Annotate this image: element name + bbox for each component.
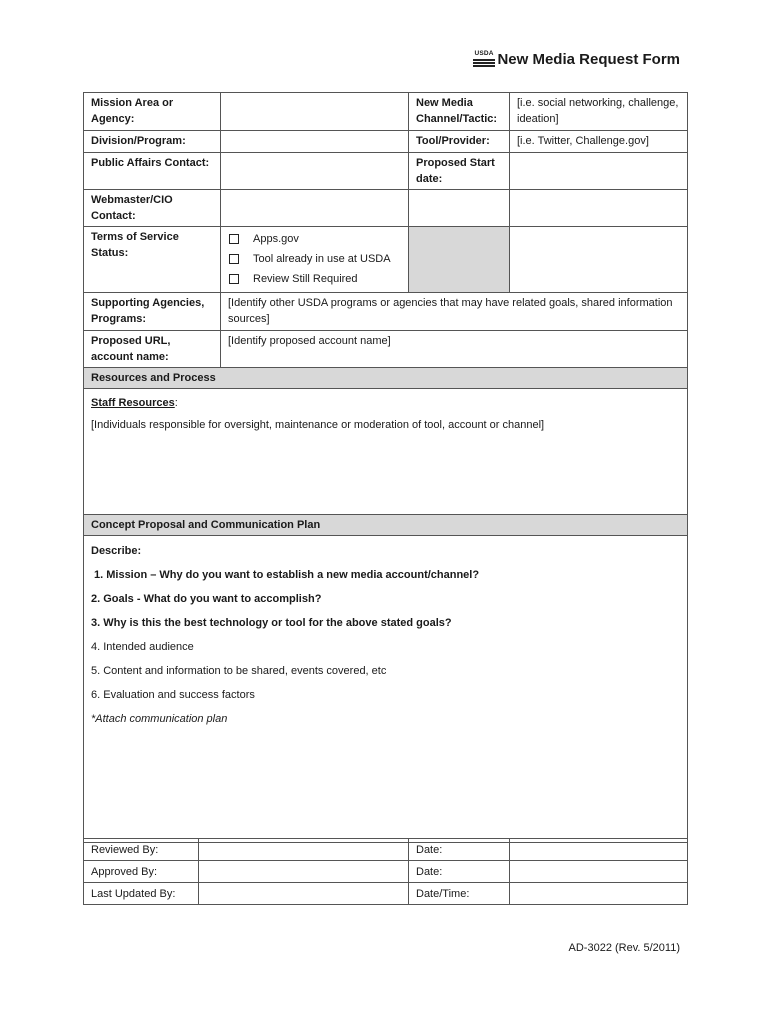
staff-resources-instructions: [Individuals responsible for oversight, maintenance or moderation of tool, account or channel] <box>91 419 545 431</box>
staff-resources-heading: Staff Resources: <box>91 397 178 409</box>
supporting-agencies-field[interactable]: [Identify other USDA programs or agencies that may have related goals, shared information sources] <box>221 293 688 331</box>
tool-provider-label: Tool/Provider: <box>409 131 510 153</box>
describe-label: Describe: <box>91 545 142 557</box>
usda-logo-text: USDA <box>474 50 494 57</box>
staff-resources-label: Staff Resources <box>91 397 175 409</box>
terms-of-service-label: Terms of Service Status: <box>84 227 221 293</box>
proposed-url-field[interactable]: [Identify proposed account name] <box>221 331 688 368</box>
resources-section-heading: Resources and Process <box>84 368 688 389</box>
checkbox[interactable] <box>229 254 239 264</box>
proposed-start-date-label: Proposed Start date: <box>409 153 510 190</box>
new-media-channel-field[interactable]: [i.e. social networking, challenge, ideation] <box>510 93 688 131</box>
terms-of-service-options <box>221 227 409 293</box>
form-title: New Media Request Form <box>497 51 680 68</box>
last-updated-by-field[interactable] <box>199 883 409 905</box>
approved-by-label: Approved By: <box>84 861 199 883</box>
question-audience: 4. Intended audience <box>91 641 194 653</box>
review-date-field[interactable] <box>510 839 688 861</box>
shaded-cell <box>409 227 510 293</box>
new-media-channel-label: New Media Channel/Tactic: <box>409 93 510 131</box>
signoff-table <box>83 838 688 905</box>
checkbox[interactable] <box>229 234 239 244</box>
concept-section-heading: Concept Proposal and Communication Plan <box>84 515 688 536</box>
tos-option-label: Tool already in use at USDA <box>253 253 391 265</box>
division-program-field[interactable] <box>221 131 409 153</box>
form-header <box>473 50 680 68</box>
empty-cell <box>510 227 688 293</box>
tool-provider-field[interactable]: [i.e. Twitter, Challenge.gov] <box>510 131 688 153</box>
public-affairs-contact-field[interactable] <box>221 153 409 190</box>
question-goals: 2. Goals - What do you want to accomplish? <box>91 593 322 605</box>
mission-area-field[interactable] <box>221 93 409 131</box>
supporting-agencies-label: Supporting Agencies, Programs: <box>84 293 221 331</box>
request-form-table <box>83 92 688 843</box>
webmaster-cio-contact-field[interactable] <box>221 190 409 227</box>
approval-date-label: Date: <box>409 861 510 883</box>
form-number: AD-3022 (Rev. 5/2011) <box>568 942 680 954</box>
checkbox[interactable] <box>229 274 239 284</box>
proposed-start-date-field[interactable] <box>510 153 688 190</box>
question-evaluation: 6. Evaluation and success factors <box>91 689 255 701</box>
mission-area-label: Mission Area or Agency: <box>84 93 221 131</box>
update-datetime-field[interactable] <box>510 883 688 905</box>
proposed-url-label: Proposed URL, account name: <box>84 331 221 368</box>
tos-option-apps-gov[interactable] <box>228 229 401 249</box>
concept-proposal-field[interactable] <box>84 536 688 843</box>
update-datetime-label: Date/Time: <box>409 883 510 905</box>
approval-date-field[interactable] <box>510 861 688 883</box>
question-mission: 1. Mission – Why do you want to establish a new media account/channel? <box>94 569 480 581</box>
usda-logo <box>473 50 495 68</box>
webmaster-cio-contact-label: Webmaster/CIO Contact: <box>84 190 221 227</box>
reviewed-by-label: Reviewed By: <box>84 839 199 861</box>
tos-option-in-use[interactable] <box>228 249 401 269</box>
tos-option-label: Apps.gov <box>253 233 299 245</box>
division-program-label: Division/Program: <box>84 131 221 153</box>
question-content: 5. Content and information to be shared, events covered, etc <box>91 665 387 677</box>
tos-option-label: Review Still Required <box>253 273 358 285</box>
tos-option-review-required[interactable] <box>228 269 401 289</box>
review-date-label: Date: <box>409 839 510 861</box>
staff-resources-field[interactable] <box>84 389 688 515</box>
empty-cell <box>510 190 688 227</box>
empty-cell <box>409 190 510 227</box>
last-updated-by-label: Last Updated By: <box>84 883 199 905</box>
attach-plan-note: *Attach communication plan <box>91 713 228 725</box>
public-affairs-contact-label: Public Affairs Contact: <box>84 153 221 190</box>
reviewed-by-field[interactable] <box>199 839 409 861</box>
approved-by-field[interactable] <box>199 861 409 883</box>
question-technology: 3. Why is this the best technology or tool for the above stated goals? <box>91 617 452 629</box>
